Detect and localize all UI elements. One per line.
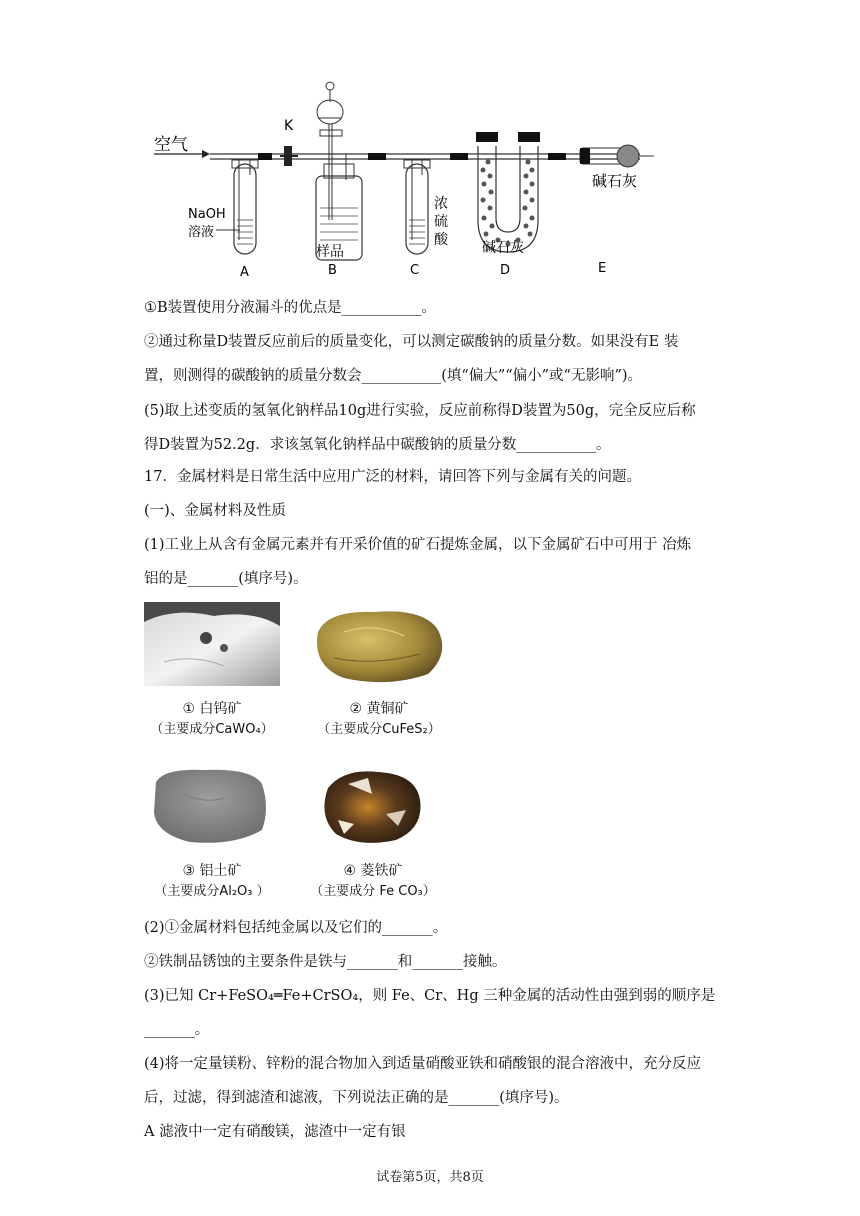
label-d: D <box>500 263 511 278</box>
mineral-4-formula: （主要成分 Fe CO₃） <box>310 884 436 899</box>
mineral-4 <box>298 764 448 899</box>
p4-text-1: (4)将一定量镁粉、锌粉的混合物加入到适量硝酸亚铁和硝酸银的混合溶液中，充分反应 <box>144 1056 702 1072</box>
mineral-3-formula: （主要成分Al₂O₃ ） <box>154 884 270 899</box>
p1-text-2: 铝的是_______(填序号)。 <box>144 571 308 587</box>
naoh-label-1: NaOH <box>188 207 226 222</box>
q5-text-1: (5)取上述变质的氢氧化钠样品10g进行实验，反应前称得D装置为50g，完全反应后称 <box>144 403 696 419</box>
p2-text-2: ②铁制品锈蚀的主要条件是铁与_______和_______接触。 <box>144 954 507 970</box>
conc-label-3: 酸 <box>434 232 448 248</box>
mineral-2-name: ② 黄铜矿 <box>349 701 409 717</box>
section-1-title: (一)、金属材料及性质 <box>144 503 286 519</box>
label-a: A <box>240 265 249 280</box>
p4-text-2: 后，过滤，得到滤渣和滤液，下列说法正确的是_______(填序号)。 <box>144 1090 569 1106</box>
q2-text-1: ②通过称量D装置反应前后的质量变化，可以测定碳酸钠的质量分数。如果没有E 装 <box>144 334 679 350</box>
q17-text: 17．金属材料是日常生活中应用广泛的材料，请回答下列与金属有关的问题。 <box>144 469 641 485</box>
siderite-image <box>298 764 448 848</box>
mineral-1-formula: （主要成分CaWO₄） <box>150 722 274 737</box>
scheelite-image <box>144 602 280 686</box>
label-b: B <box>328 263 337 278</box>
soda-lime-d-label: 碱石灰 <box>482 240 524 256</box>
k-label: K <box>284 118 294 134</box>
soda-lime-e-label: 碱石灰 <box>592 172 638 190</box>
p1-text-1: (1)工业上从含有金属元素并有开采价值的矿石提炼金属，以下金属矿石中可用于 冶炼 <box>144 537 692 553</box>
q1-text: ①B装置使用分液漏斗的优点是___________。 <box>144 300 436 316</box>
bauxite-image <box>144 764 280 848</box>
mineral-1-name: ① 白钨矿 <box>182 701 242 717</box>
option-a: A 滤液中一定有硝酸镁，滤渣中一定有银 <box>144 1124 406 1140</box>
label-e: E <box>598 261 607 276</box>
p3-text-2: _______。 <box>144 1022 210 1038</box>
sample-label: 样品 <box>316 244 344 260</box>
mineral-2-formula: （主要成分CuFeS₂） <box>317 722 441 737</box>
air-label: 空气 <box>154 135 188 155</box>
q2-text-2: 置，则测得的碳酸钠的质量分数会___________(填“偏大”“偏小”或“无影响”)。 <box>144 368 643 384</box>
mineral-2 <box>304 602 454 737</box>
chalcopyrite-image <box>304 602 454 686</box>
q5-text-2: 得D装置为52.2g．求该氢氧化钠样品中碳酸钠的质量分数___________。 <box>144 437 611 453</box>
naoh-label-2: 溶液 <box>188 225 215 240</box>
label-c: C <box>410 263 420 278</box>
conc-label-1: 浓 <box>434 196 448 212</box>
mineral-4-name: ④ 菱铁矿 <box>343 863 403 879</box>
apparatus-diagram <box>140 80 660 280</box>
page-footer: 试卷第5页，共8页 <box>376 1170 484 1185</box>
p2-text-1: (2)①金属材料包括纯金属以及它们的_______。 <box>144 920 448 936</box>
p3-text-1: (3)已知 Cr+FeSO₄═Fe+CrSO₄，则 Fe、Cr、Hg 三种金属的活动性由强到弱的顺序是 <box>144 988 716 1004</box>
mineral-1 <box>144 602 284 737</box>
conc-label-2: 硫 <box>434 214 448 230</box>
mineral-3 <box>144 764 284 899</box>
mineral-3-name: ③ 铝土矿 <box>182 863 242 879</box>
